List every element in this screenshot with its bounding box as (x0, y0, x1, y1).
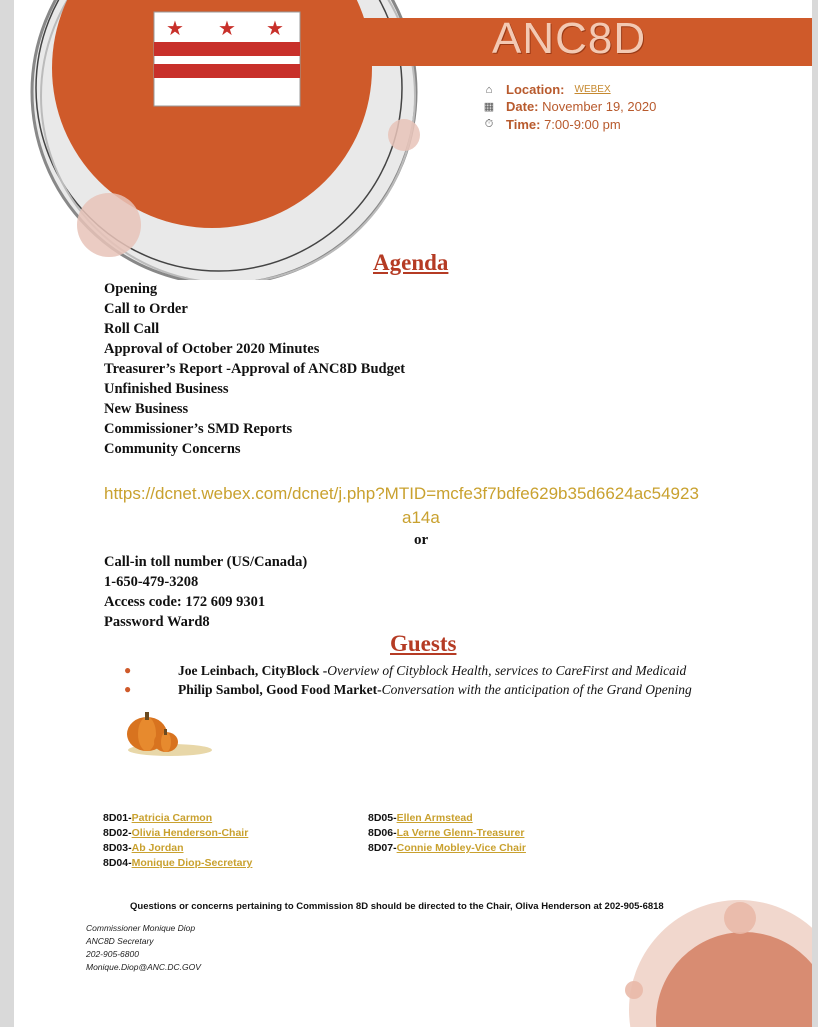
webex-link-continued[interactable]: a14a (402, 508, 440, 527)
agenda-item: Commissioner’s SMD Reports (104, 421, 293, 437)
commissioner-row (368, 811, 526, 826)
home-icon: ⌂ (485, 83, 493, 96)
commissioner-link[interactable]: Monique Diop-Secretary (131, 857, 253, 869)
guest-item (124, 682, 692, 698)
agenda-item: Community Concerns (104, 441, 241, 457)
phone-number: 1-650-479-3208 (104, 574, 199, 590)
clock-icon: ⏱ (484, 118, 494, 130)
signature-line: ANC8D Secretary (86, 936, 154, 946)
agenda-item: Roll Call (104, 321, 160, 337)
time-row (482, 117, 621, 132)
commissioners-left (103, 811, 252, 871)
smd-code: 8D01- (103, 812, 132, 824)
guests-heading: Guests (390, 631, 457, 656)
smd-code: 8D05- (368, 812, 397, 824)
signature-line: Commissioner Monique Diop (86, 923, 196, 933)
agenda-item: Opening (104, 281, 158, 297)
time-value: 7:00-9:00 pm (544, 117, 621, 132)
commissioner-row (103, 841, 252, 856)
call-in-label: Call-in toll number (US/Canada) (104, 554, 308, 570)
smd-code: 8D07- (368, 842, 397, 854)
commissioner-row (368, 841, 526, 856)
commissioner-link[interactable]: Olivia Henderson-Chair (131, 827, 249, 839)
location-link[interactable]: WEBEX (574, 84, 611, 95)
commissioner-link[interactable]: Connie Mobley-Vice Chair (396, 842, 526, 854)
svg-text:★: ★ (218, 16, 236, 40)
smd-code: 8D06- (368, 827, 397, 839)
date-value: November 19, 2020 (542, 99, 657, 114)
agenda-item: Unfinished Business (104, 381, 229, 397)
signature-line: 202-905-6800 (86, 949, 139, 959)
date-label: Date: (506, 99, 539, 114)
signature-block (86, 922, 201, 974)
pumpkin-illustration (122, 706, 214, 758)
time-label: Time: (506, 117, 541, 132)
signature-line: Monique.Diop@ANC.DC.GOV (86, 962, 201, 972)
smd-code: 8D04- (103, 857, 132, 869)
pink-bubble-small (388, 119, 420, 151)
commissioner-link[interactable]: La Verne Glenn-Treasurer (396, 827, 525, 839)
pink-bubble (77, 193, 141, 257)
agenda-heading: Agenda (373, 250, 449, 275)
guest-item (124, 663, 686, 679)
agenda-item: Call to Order (104, 301, 188, 317)
location-label: Location: (506, 82, 565, 97)
call-in-block (104, 552, 307, 632)
commissioner-link[interactable]: Patricia Carmon (131, 812, 213, 824)
guest-description: Overview of Cityblock Health, services to CareFirst and Medicaid (327, 663, 687, 678)
password: Password Ward8 (104, 614, 210, 630)
bottom-circles-decoration (594, 890, 812, 1027)
org-title: ANC8D (492, 14, 647, 63)
access-code: Access code: 172 609 9301 (104, 594, 266, 610)
smd-code: 8D03- (103, 842, 132, 854)
commissioner-row (103, 856, 252, 871)
svg-text:★: ★ (266, 16, 284, 40)
commissioner-row (103, 811, 252, 826)
commissioner-row (103, 826, 252, 841)
agenda-item: Approval of October 2020 Minutes (104, 341, 320, 357)
agenda-item: New Business (104, 401, 189, 417)
commissioners-right (368, 811, 526, 856)
guest-description: Conversation with the anticipation of the Grand Opening (381, 682, 692, 697)
bullet-icon: ● (124, 663, 132, 677)
guest-name: Joe Leinbach, CityBlock - (178, 663, 328, 678)
commissioner-link[interactable]: Ellen Armstead (396, 812, 473, 824)
location-row (482, 82, 611, 97)
agenda-item: Treasurer’s Report -Approval of ANC8D Budget (104, 361, 406, 377)
agenda-list (104, 279, 405, 459)
flyer-page (14, 0, 812, 1027)
guest-name: Philip Sambol, Good Food Market- (178, 682, 382, 697)
smd-code: 8D02- (103, 827, 132, 839)
date-row (482, 99, 656, 114)
calendar-icon: ▦ (483, 101, 495, 113)
bullet-icon: ● (124, 682, 132, 696)
contact-note: Questions or concerns pertaining to Commission 8D should be directed to the Chair, Oliva Henderson at 202-905-6818 (130, 901, 664, 912)
webex-link[interactable]: https://dcnet.webex.com/dcnet/j.php?MTID=mcfe3f7bdfe629b35d6624ac54923 (104, 484, 699, 503)
or-text: or (414, 532, 429, 548)
dc-flag-icon (154, 12, 300, 106)
commissioner-link[interactable]: Ab Jordan (131, 842, 184, 854)
svg-text:★: ★ (166, 16, 184, 40)
commissioner-row (368, 826, 526, 841)
